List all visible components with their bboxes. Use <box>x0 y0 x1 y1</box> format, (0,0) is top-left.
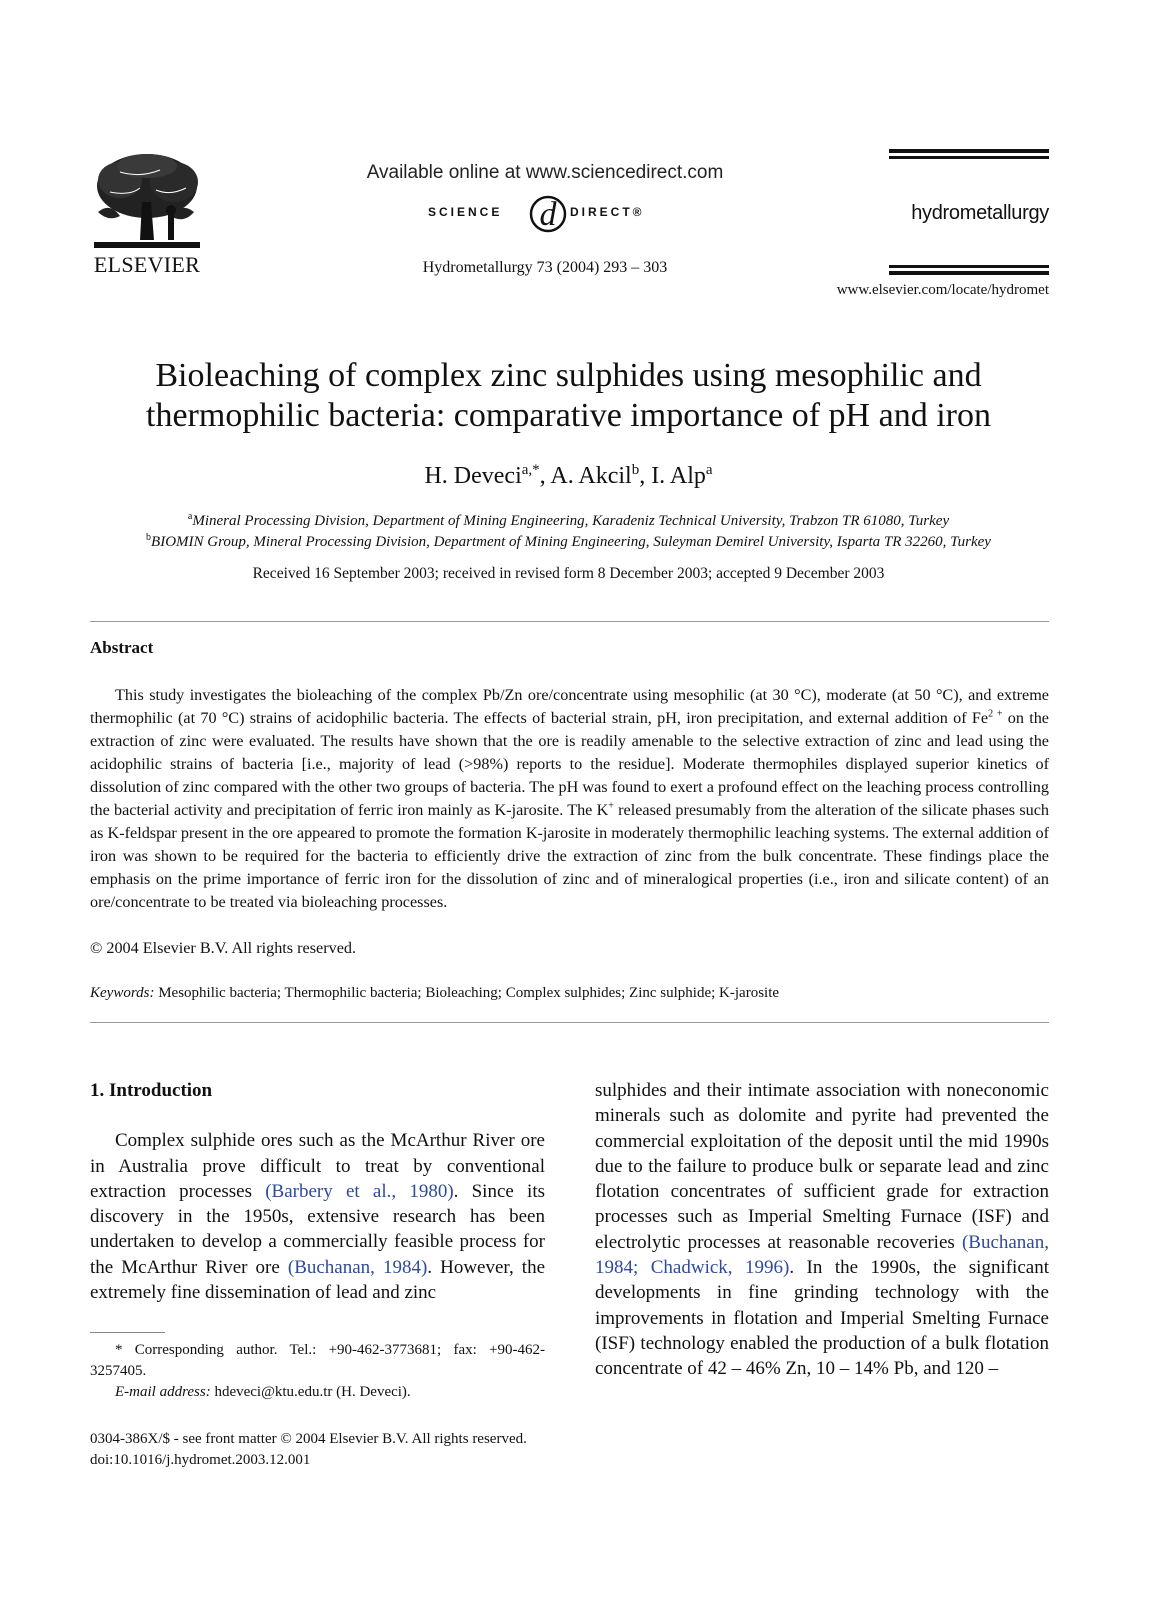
sciencedirect-right-text: DIRECT® <box>570 205 645 219</box>
paragraph: Complex sulphide ores such as the McArthur River ore in Australia prove difficult to treat by conventional extraction processes (Barbery et al., 1980). Since its discovery in the 1950s, extensive research has been undertaken to develop a commercially feasible process for the McArthur River ore (Buchanan, 1984). However, the extremely fine dissemination of lead and zinc <box>90 1130 545 1304</box>
journal-reference: Hydrometallurgy 73 (2004) 293 – 303 <box>422 259 668 276</box>
paper-title: Bioleaching of complex zinc sulphides using mesophilic and thermophilic bacteria: comparative importance of pH and iron <box>146 357 991 434</box>
received-dates: Received 16 September 2003; received in revised form 8 December 2003; accepted 9 December 2003 <box>252 565 885 582</box>
elsevier-tree-icon <box>90 152 204 252</box>
elsevier-wordmark: ELSEVIER <box>93 252 201 277</box>
author-list: H. Deveci$^{a,*}$, A. Akcil$^b$, I. Alp$^a$ <box>424 462 713 489</box>
citation-link[interactable]: (Buchanan, 1984) <box>287 1256 428 1278</box>
body-column-left <box>90 1078 545 1305</box>
author[interactable]: A. Akcil$^b$ <box>550 462 640 489</box>
keywords <box>90 985 1049 1002</box>
divider <box>90 1022 1049 1023</box>
svg-text:d: d <box>539 196 557 233</box>
author[interactable]: H. Deveci$^{a,*}$ <box>424 462 540 489</box>
front-matter <box>90 1429 527 1471</box>
author[interactable]: I. Alp$^a$ <box>651 462 713 489</box>
elsevier-logo <box>88 152 206 280</box>
sciencedirect-logo <box>400 192 690 242</box>
citation-link[interactable]: (Barbery et al., 1980) <box>265 1180 454 1202</box>
sciencedirect-at-icon <box>528 192 568 240</box>
sciencedirect-left-text: SCIENCE <box>428 205 503 219</box>
doi-link[interactable]: doi:10.1016/j.hydromet.2003.12.001 <box>90 1452 311 1468</box>
journal-rule <box>889 265 1049 268</box>
journal-rule <box>889 149 1049 153</box>
email-link[interactable]: hdeveci@ktu.edu.tr (H. Deveci). <box>210 1384 411 1400</box>
divider <box>90 621 1049 622</box>
abstract-body: This study investigates the bioleaching of the complex Pb/Zn ore/concentrate using mesophilic (at 30 °C), moderate (at 50 °C), and extreme thermophilic (at 70 °C) strains of acidophilic bacteria. The effects of bacterial strain, pH, iron precipitation, and external addition of $Fe^{2 +}$ on the extraction of zinc were evaluated. The results have shown that the ore is readily amenable to the selective extraction of zinc and lead using the acidophilic strains of bacteria [i.e., majority of lead (>98%) reports to the residue]. Moderate thermophiles displayed superior kinetics of dissolution of zinc compared with the other two groups of bacteria. The pH was found to exert a profound effect on the leaching process controlling the bacterial activity and precipitation of ferric iron mainly as K-jarosite. The K+ released presumably from the alteration of the silicate phases such as K-feldspar present in the ore appeared to promote the formation K-jarosite in moderately thermophilic leaching systems. The external addition of iron was shown to be required for the bacteria to efficiently drive the extraction of zinc from the bulk concentrate. These findings place the emphasis on the prime importance of ferric iron for the dissolution of zinc and of mineralogical properties (i.e., iron and silicate content) of an ore/concentrate to be treated via bioleaching processes. <box>90 686 1049 911</box>
body-column-right <box>595 1078 1049 1382</box>
affiliation: $^b$BIOMIN Group, Mineral Processing Division, Department of Mining Engineering, Suleyman Demirel University, Isparta TR 32260, Turkey <box>146 532 991 550</box>
paragraph: sulphides and their intimate association with noneconomic minerals such as dolomite and pyrite had prevented the commercial exploitation of the deposit until the mid 1990s due to the failure to produce bulk or separate lead and zinc flotation concentrates of sufficient grade for extraction processes such as Imperial Smelting Furnace (ISF) and electrolytic processes at reasonable recoveries (Buchanan, 1984; Chadwick, 1996). In the 1990s, the significant developments in fine grinding technology with the improvements in flotation and Imperial Smelting Furnace (ISF) technology enabled the production of a bulk flotation concentrate of 42 – 46% Zn, 10 – 14% Pb, and 120 – <box>595 1080 1049 1380</box>
footnote: * Corresponding author. Tel.: +90-462-3773681; fax: +90-462-3257405. E-mail address: hdeveci@ktu.edu.tr (H. Deveci). <box>90 1342 545 1400</box>
journal-rule <box>889 156 1049 159</box>
journal-rule <box>889 271 1049 275</box>
affiliation: $^a$Mineral Processing Division, Department of Mining Engineering, Karadeniz Technical University, Trabzon TR 61080, Turkey <box>187 511 950 529</box>
journal-name: hydrometallurgy <box>911 202 1049 224</box>
issn-line: 0304-386X/$ - see front matter © 2004 Elsevier B.V. All rights reserved. <box>90 1431 527 1447</box>
keywords-label: Keywords: <box>90 985 155 1001</box>
abstract-heading: Abstract <box>90 638 154 657</box>
abstract-copyright: © 2004 Elsevier B.V. All rights reserved. <box>90 939 357 957</box>
keywords-list: Mesophilic bacteria; Thermophilic bacteria; Bioleaching; Complex sulphides; Zinc sulphide; K-jarosite <box>158 985 780 1001</box>
journal-homepage-link[interactable]: www.elsevier.com/locate/hydromet <box>836 282 1049 298</box>
footnote-rule <box>90 1332 165 1333</box>
citation-link[interactable]: (Buchanan, 1984; Chadwick, 1996) <box>595 1231 1049 1279</box>
available-online-text: Available online at www.sciencedirect.com <box>366 162 724 183</box>
section-heading: 1. Introduction <box>90 1080 213 1101</box>
